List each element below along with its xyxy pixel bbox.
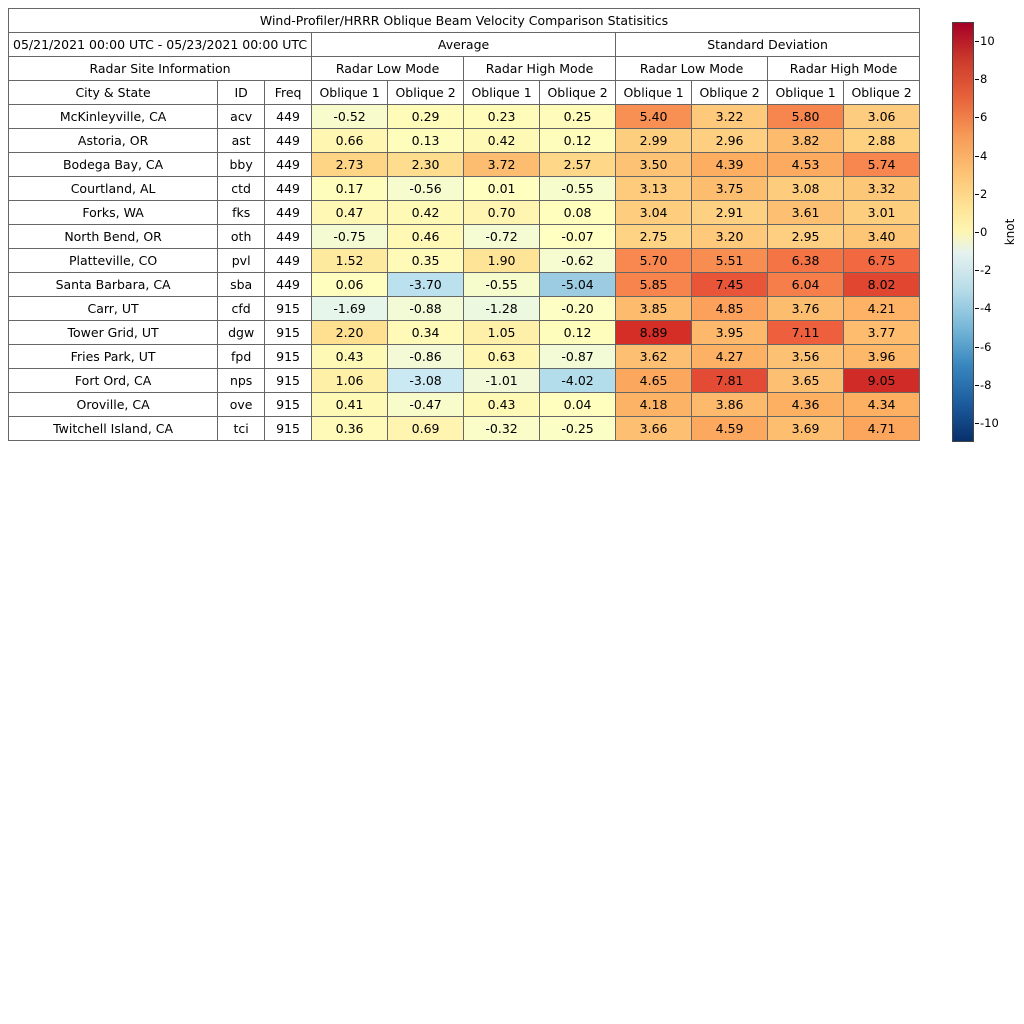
group-std-high-mode: Radar High Mode <box>768 57 920 81</box>
colorbar-tick-label: -2 <box>975 263 991 277</box>
cell-id: acv <box>218 105 265 129</box>
cell-std-high-oblique2: 3.96 <box>844 345 920 369</box>
cell-city-state: Tower Grid, UT <box>9 321 218 345</box>
cell-avg-low-oblique2: 0.29 <box>388 105 464 129</box>
colorbar <box>952 22 1017 452</box>
cell-std-high-oblique1: 3.56 <box>768 345 844 369</box>
cell-std-high-oblique2: 9.05 <box>844 369 920 393</box>
cell-std-low-oblique1: 2.75 <box>616 225 692 249</box>
cell-freq: 915 <box>265 369 312 393</box>
cell-avg-high-oblique2: -5.04 <box>540 273 616 297</box>
cell-avg-low-oblique1: 0.66 <box>312 129 388 153</box>
column-std-low-oblique2: Oblique 2 <box>692 81 768 105</box>
cell-std-low-oblique1: 3.62 <box>616 345 692 369</box>
table-row <box>9 321 920 345</box>
cell-std-high-oblique2: 4.71 <box>844 417 920 441</box>
cell-std-high-oblique2: 8.02 <box>844 273 920 297</box>
cell-avg-high-oblique1: -0.55 <box>464 273 540 297</box>
cell-avg-low-oblique2: 0.69 <box>388 417 464 441</box>
cell-std-high-oblique2: 4.21 <box>844 297 920 321</box>
cell-std-low-oblique1: 4.18 <box>616 393 692 417</box>
cell-std-low-oblique1: 3.50 <box>616 153 692 177</box>
cell-avg-low-oblique1: 0.06 <box>312 273 388 297</box>
cell-avg-low-oblique1: -1.69 <box>312 297 388 321</box>
cell-std-low-oblique2: 4.59 <box>692 417 768 441</box>
cell-avg-low-oblique2: 0.13 <box>388 129 464 153</box>
cell-avg-high-oblique1: -0.32 <box>464 417 540 441</box>
cell-id: ast <box>218 129 265 153</box>
cell-freq: 915 <box>265 321 312 345</box>
cell-std-low-oblique2: 4.27 <box>692 345 768 369</box>
cell-id: ove <box>218 393 265 417</box>
cell-id: cfd <box>218 297 265 321</box>
cell-std-high-oblique1: 5.80 <box>768 105 844 129</box>
cell-std-low-oblique2: 7.81 <box>692 369 768 393</box>
table-row <box>9 105 920 129</box>
cell-avg-high-oblique2: -0.25 <box>540 417 616 441</box>
statistics-table <box>8 8 920 441</box>
cell-freq: 449 <box>265 225 312 249</box>
group-std-low-mode: Radar Low Mode <box>616 57 768 81</box>
colorbar-tick-label: -10 <box>975 416 999 430</box>
colorbar-tick-label: 0 <box>975 225 987 239</box>
cell-city-state: Astoria, OR <box>9 129 218 153</box>
cell-std-low-oblique2: 4.39 <box>692 153 768 177</box>
column-freq: Freq <box>265 81 312 105</box>
cell-avg-low-oblique1: 1.52 <box>312 249 388 273</box>
cell-std-high-oblique1: 6.38 <box>768 249 844 273</box>
cell-city-state: Oroville, CA <box>9 393 218 417</box>
colorbar-tick-label: -4 <box>975 301 991 315</box>
table-row <box>9 273 920 297</box>
cell-std-high-oblique1: 4.53 <box>768 153 844 177</box>
cell-freq: 449 <box>265 201 312 225</box>
column-std-low-oblique1: Oblique 1 <box>616 81 692 105</box>
cell-std-low-oblique2: 3.95 <box>692 321 768 345</box>
group-avg-high-mode: Radar High Mode <box>464 57 616 81</box>
table-row <box>9 417 920 441</box>
cell-id: ctd <box>218 177 265 201</box>
cell-avg-low-oblique1: 0.43 <box>312 345 388 369</box>
cell-std-low-oblique1: 2.99 <box>616 129 692 153</box>
page-title: Wind-Profiler/HRRR Oblique Beam Velocity Comparison Statisitics <box>9 9 920 33</box>
cell-avg-high-oblique1: 3.72 <box>464 153 540 177</box>
cell-std-low-oblique2: 5.51 <box>692 249 768 273</box>
cell-avg-low-oblique1: 0.36 <box>312 417 388 441</box>
group-avg-low-mode: Radar Low Mode <box>312 57 464 81</box>
cell-std-low-oblique1: 3.04 <box>616 201 692 225</box>
colorbar-tick-label: -8 <box>975 378 991 392</box>
cell-id: fpd <box>218 345 265 369</box>
cell-freq: 449 <box>265 153 312 177</box>
cell-avg-high-oblique2: 0.12 <box>540 321 616 345</box>
group-average: Average <box>312 33 616 57</box>
cell-avg-high-oblique1: 0.23 <box>464 105 540 129</box>
column-avg-high-oblique1: Oblique 1 <box>464 81 540 105</box>
cell-city-state: Platteville, CO <box>9 249 218 273</box>
group-row-2 <box>9 57 920 81</box>
cell-freq: 449 <box>265 105 312 129</box>
cell-std-high-oblique1: 3.08 <box>768 177 844 201</box>
cell-std-low-oblique2: 2.96 <box>692 129 768 153</box>
cell-id: oth <box>218 225 265 249</box>
cell-std-high-oblique2: 3.77 <box>844 321 920 345</box>
cell-std-high-oblique2: 4.34 <box>844 393 920 417</box>
cell-std-low-oblique1: 8.89 <box>616 321 692 345</box>
cell-avg-high-oblique1: 0.63 <box>464 345 540 369</box>
cell-std-high-oblique2: 6.75 <box>844 249 920 273</box>
cell-freq: 915 <box>265 393 312 417</box>
cell-id: sba <box>218 273 265 297</box>
cell-city-state: Fries Park, UT <box>9 345 218 369</box>
cell-freq: 449 <box>265 177 312 201</box>
cell-avg-high-oblique2: 0.12 <box>540 129 616 153</box>
cell-avg-low-oblique2: 0.46 <box>388 225 464 249</box>
cell-city-state: McKinleyville, CA <box>9 105 218 129</box>
cell-std-high-oblique1: 3.61 <box>768 201 844 225</box>
column-avg-low-oblique2: Oblique 2 <box>388 81 464 105</box>
colorbar-tick-label: 10 <box>975 34 995 48</box>
cell-std-low-oblique2: 3.75 <box>692 177 768 201</box>
cell-freq: 915 <box>265 297 312 321</box>
cell-std-high-oblique2: 5.74 <box>844 153 920 177</box>
cell-std-low-oblique2: 4.85 <box>692 297 768 321</box>
table-row <box>9 225 920 249</box>
table-row <box>9 129 920 153</box>
cell-avg-high-oblique1: 0.43 <box>464 393 540 417</box>
cell-std-low-oblique1: 5.70 <box>616 249 692 273</box>
table-row <box>9 201 920 225</box>
cell-std-low-oblique1: 3.13 <box>616 177 692 201</box>
cell-avg-low-oblique1: 0.47 <box>312 201 388 225</box>
cell-freq: 449 <box>265 249 312 273</box>
table-row <box>9 345 920 369</box>
cell-std-low-oblique2: 3.20 <box>692 225 768 249</box>
colorbar-tick-label: 8 <box>975 72 987 86</box>
column-avg-low-oblique1: Oblique 1 <box>312 81 388 105</box>
cell-freq: 915 <box>265 417 312 441</box>
column-id: ID <box>218 81 265 105</box>
column-std-high-oblique1: Oblique 1 <box>768 81 844 105</box>
cell-std-high-oblique1: 7.11 <box>768 321 844 345</box>
cell-avg-high-oblique1: 0.70 <box>464 201 540 225</box>
cell-std-low-oblique1: 3.85 <box>616 297 692 321</box>
cell-std-high-oblique2: 3.01 <box>844 201 920 225</box>
cell-city-state: Santa Barbara, CA <box>9 273 218 297</box>
cell-std-high-oblique2: 3.40 <box>844 225 920 249</box>
colorbar-tick-label: -6 <box>975 340 991 354</box>
cell-avg-low-oblique2: 2.30 <box>388 153 464 177</box>
cell-avg-low-oblique2: 0.34 <box>388 321 464 345</box>
cell-avg-low-oblique2: -0.47 <box>388 393 464 417</box>
cell-city-state: Bodega Bay, CA <box>9 153 218 177</box>
table-body <box>9 105 920 441</box>
cell-avg-low-oblique2: 0.35 <box>388 249 464 273</box>
cell-std-high-oblique1: 3.76 <box>768 297 844 321</box>
cell-avg-low-oblique1: -0.75 <box>312 225 388 249</box>
cell-id: tci <box>218 417 265 441</box>
cell-avg-low-oblique1: 0.17 <box>312 177 388 201</box>
cell-id: nps <box>218 369 265 393</box>
cell-std-low-oblique2: 2.91 <box>692 201 768 225</box>
cell-freq: 449 <box>265 129 312 153</box>
table-row <box>9 249 920 273</box>
cell-avg-low-oblique1: 1.06 <box>312 369 388 393</box>
colorbar-tick-label: 4 <box>975 149 987 163</box>
group-row-1 <box>9 33 920 57</box>
cell-std-high-oblique1: 3.82 <box>768 129 844 153</box>
colorbar-gradient <box>952 22 974 442</box>
cell-city-state: Courtland, AL <box>9 177 218 201</box>
colorbar-tick-label: 6 <box>975 110 987 124</box>
cell-avg-low-oblique1: 2.73 <box>312 153 388 177</box>
cell-avg-high-oblique1: -1.01 <box>464 369 540 393</box>
cell-avg-high-oblique1: 1.90 <box>464 249 540 273</box>
cell-avg-low-oblique2: -0.86 <box>388 345 464 369</box>
cell-avg-high-oblique2: -4.02 <box>540 369 616 393</box>
cell-id: fks <box>218 201 265 225</box>
cell-avg-low-oblique1: -0.52 <box>312 105 388 129</box>
cell-avg-high-oblique1: -1.28 <box>464 297 540 321</box>
title-row <box>9 9 920 33</box>
cell-id: dgw <box>218 321 265 345</box>
cell-freq: 449 <box>265 273 312 297</box>
cell-avg-high-oblique1: -0.72 <box>464 225 540 249</box>
cell-std-low-oblique1: 5.40 <box>616 105 692 129</box>
cell-std-high-oblique1: 4.36 <box>768 393 844 417</box>
cell-avg-low-oblique2: 0.42 <box>388 201 464 225</box>
cell-id: bby <box>218 153 265 177</box>
cell-std-high-oblique1: 3.65 <box>768 369 844 393</box>
cell-city-state: Forks, WA <box>9 201 218 225</box>
cell-avg-high-oblique2: 0.25 <box>540 105 616 129</box>
cell-city-state: Carr, UT <box>9 297 218 321</box>
cell-avg-high-oblique2: -0.55 <box>540 177 616 201</box>
cell-std-high-oblique2: 3.32 <box>844 177 920 201</box>
cell-avg-high-oblique2: -0.20 <box>540 297 616 321</box>
cell-avg-high-oblique2: 0.04 <box>540 393 616 417</box>
cell-avg-high-oblique2: -0.07 <box>540 225 616 249</box>
cell-avg-high-oblique2: 2.57 <box>540 153 616 177</box>
cell-avg-low-oblique2: -0.56 <box>388 177 464 201</box>
table-header <box>9 9 920 105</box>
cell-std-high-oblique1: 3.69 <box>768 417 844 441</box>
cell-freq: 915 <box>265 345 312 369</box>
date-range: 05/21/2021 00:00 UTC - 05/23/2021 00:00 UTC <box>9 33 312 57</box>
colorbar-label: knot <box>1003 218 1017 246</box>
cell-avg-high-oblique1: 1.05 <box>464 321 540 345</box>
cell-city-state: Twitchell Island, CA <box>9 417 218 441</box>
cell-avg-high-oblique1: 0.01 <box>464 177 540 201</box>
table-row <box>9 177 920 201</box>
cell-avg-high-oblique2: -0.87 <box>540 345 616 369</box>
table-row <box>9 297 920 321</box>
cell-std-low-oblique2: 7.45 <box>692 273 768 297</box>
cell-std-high-oblique1: 2.95 <box>768 225 844 249</box>
cell-avg-low-oblique2: -3.08 <box>388 369 464 393</box>
cell-avg-high-oblique2: -0.62 <box>540 249 616 273</box>
cell-std-high-oblique2: 3.06 <box>844 105 920 129</box>
cell-avg-high-oblique1: 0.42 <box>464 129 540 153</box>
cell-avg-low-oblique1: 2.20 <box>312 321 388 345</box>
cell-avg-low-oblique1: 0.41 <box>312 393 388 417</box>
table-row <box>9 369 920 393</box>
cell-std-high-oblique1: 6.04 <box>768 273 844 297</box>
column-city-state: City & State <box>9 81 218 105</box>
column-std-high-oblique2: Oblique 2 <box>844 81 920 105</box>
cell-city-state: North Bend, OR <box>9 225 218 249</box>
cell-std-low-oblique1: 3.66 <box>616 417 692 441</box>
cell-std-low-oblique2: 3.22 <box>692 105 768 129</box>
column-avg-high-oblique2: Oblique 2 <box>540 81 616 105</box>
cell-id: pvl <box>218 249 265 273</box>
table-row <box>9 153 920 177</box>
table-row <box>9 393 920 417</box>
cell-avg-high-oblique2: 0.08 <box>540 201 616 225</box>
cell-avg-low-oblique2: -0.88 <box>388 297 464 321</box>
cell-std-low-oblique1: 5.85 <box>616 273 692 297</box>
cell-city-state: Fort Ord, CA <box>9 369 218 393</box>
cell-std-low-oblique1: 4.65 <box>616 369 692 393</box>
group-site-information: Radar Site Information <box>9 57 312 81</box>
column-header-row <box>9 81 920 105</box>
group-standard-deviation: Standard Deviation <box>616 33 920 57</box>
cell-std-high-oblique2: 2.88 <box>844 129 920 153</box>
cell-avg-low-oblique2: -3.70 <box>388 273 464 297</box>
colorbar-tick-label: 2 <box>975 187 987 201</box>
cell-std-low-oblique2: 3.86 <box>692 393 768 417</box>
